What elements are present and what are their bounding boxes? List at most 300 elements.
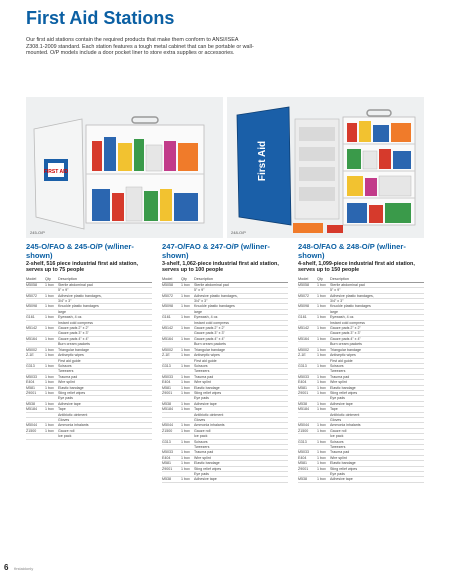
cell-model: M5142 [162,326,173,331]
cell-description: Adhesive plastic bandages, [58,293,102,298]
cell-description: Wire splint [194,455,211,460]
cell-model: G313 [162,439,171,444]
cell-qty: 1 box [181,477,190,482]
cell-model: M5184 [298,407,309,412]
cell-qty: 1 box [45,282,54,287]
cell-description: Instant cold compress [330,320,365,325]
cell-description: Adhesive plastic bandages, [330,293,374,298]
cell-model [162,331,181,335]
cell-description: Tape [194,407,202,412]
cell-model [162,288,181,292]
cell-qty: 1 box [181,407,190,412]
cell-model [162,310,181,314]
cell-qty: 1 box [45,326,54,331]
cell-model [162,413,181,417]
cell-description: Adhesive tape [58,401,81,406]
cell-description: Wire splint [194,380,211,385]
cell-description: Gauze pads 3" x 3" [194,331,225,336]
cell-qty [317,413,330,417]
header-qty: Qty [181,276,187,281]
contents-table [162,283,288,483]
cell-qty: 1 box [181,374,190,379]
cell-model: Z-1E [162,353,170,358]
cell-model: M5164 [26,336,37,341]
cell-model [26,359,45,363]
cell-qty: 1 box [45,385,54,390]
cell-description: Triangular bandage [194,347,226,352]
cell-qty: 1 box [181,282,190,287]
cell-qty [45,288,58,292]
cell-model [298,321,317,325]
cell-model [298,434,317,438]
cell-model [298,342,317,346]
cell-qty [317,445,330,449]
cell-model: M5002 [162,347,173,352]
cell-description: Gauze pads 3" x 3" [58,331,89,336]
photo-248 [227,97,424,238]
cell-model: M5072 [162,293,173,298]
cell-model: E404 [26,380,35,385]
cell-description: Tweezers [194,369,210,374]
cell-description: Triangular bandage [330,347,362,352]
cell-model: M5044 [26,423,37,428]
product-description: 2-shelf, 516 piece industrial first aid station, serves up to 75 people [26,261,139,274]
product-photos [26,97,424,238]
cell-model [298,418,317,422]
header-qty: Qty [317,276,323,281]
cell-model [298,288,317,292]
cell-model: M5002 [298,347,309,352]
cell-model [26,331,45,335]
cell-model: Z1500 [162,428,173,433]
cell-qty [181,396,194,400]
cell-description: Gloves [58,417,70,422]
cell-qty [45,396,58,400]
cell-model: M581 [298,385,307,390]
cell-description: Tweezers [58,369,74,374]
product-description: 4-shelf, 1,099-piece industrial first aid station, serves up to 150 people [298,261,415,274]
cell-model: M5072 [298,293,309,298]
footer-brand: firstaidonly [14,566,34,571]
cell-model: Z9001 [162,466,173,471]
cell-model: M581 [298,461,307,466]
cell-model: E404 [298,380,307,385]
cell-qty: 1 box [181,466,190,471]
header-qty: Qty [45,276,51,281]
cell-description: Antibiotic ointment [330,412,360,417]
cell-model: G313 [26,363,35,368]
cell-description: First aid guide [194,358,217,363]
cell-model [26,369,45,373]
cell-description: Elastic bandage [330,385,356,390]
cell-qty: 1 box [181,423,190,428]
cell-qty: 1 box [181,304,190,309]
cell-description: Antibiotic ointment [58,412,88,417]
cell-qty [45,413,58,417]
cell-model [162,359,181,363]
cell-qty [181,299,194,303]
cell-description: Wire splint [58,380,75,385]
cell-qty [45,342,58,346]
cell-qty: 1 box [45,353,54,358]
cell-model [298,331,317,335]
cell-description: 5" x 9" [58,288,69,293]
cell-qty: 1 box [317,353,326,358]
table-row [298,477,424,482]
cell-description: Gauze pads 2" x 2" [194,326,225,331]
cell-model [162,445,181,449]
intro-paragraph: Our first aid stations contain the required products that make them conform to ANSI/ISEA Z308.1-2009 standard. Each station features a tough metal cabinet that can be portable or wall-mounted. O/P models include a door pocket liner to store extra supplies or accessories. [26,37,254,57]
cell-model [298,396,317,400]
cell-qty: 1 box [317,385,326,390]
cell-description: Scissors [330,363,344,368]
cell-qty [45,359,58,363]
cell-qty: 1 box [45,336,54,341]
cell-qty: 1 box [317,347,326,352]
cell-model: M581 [26,385,35,390]
cell-description: large [194,309,202,314]
cell-qty: 1 box [45,363,54,368]
cell-description: Adhesive tape [194,477,217,482]
cell-model: M5142 [298,326,309,331]
cell-qty: 1 box [45,374,54,379]
photo-caption: 245-O/P [30,230,45,235]
cell-model: Z9001 [298,466,309,471]
cell-description: 3/4" x 3" [58,299,72,304]
cell-qty: 1 box [317,282,326,287]
cell-model [162,434,181,438]
cell-model: M5098 [298,304,309,309]
cell-description: Ice pack [194,434,208,439]
cell-model: G313 [298,439,307,444]
cell-model: M5044 [162,423,173,428]
cell-model [298,299,317,303]
cell-model: G161 [26,315,35,320]
cell-model [26,288,45,292]
cell-qty: 1 box [317,428,326,433]
header-model: Model [298,276,309,281]
cell-description: Sting relief wipes [330,466,358,471]
cell-description: Gloves [194,417,206,422]
cell-model: Z9001 [162,390,173,395]
cell-model [298,472,317,476]
cell-description: Tape [58,407,66,412]
cell-description: Gauze pads 4" x 4" [58,336,89,341]
cell-qty: 1 box [317,461,326,466]
cell-qty [181,369,194,373]
cell-qty: 1 box [317,315,326,320]
cell-description: Sting relief wipes [330,390,358,395]
cell-model [26,342,45,346]
cell-description: 5" x 9" [330,288,341,293]
cell-model: M5184 [162,407,173,412]
cell-qty [317,369,330,373]
photo-245 [26,97,223,238]
cell-description: Sterile abdominal pad [194,282,229,287]
cell-description: Trauma pad [194,374,214,379]
cell-description: Elastic bandage [194,461,220,466]
cell-model: Z1500 [298,428,309,433]
cell-description: Ice pack [58,434,72,439]
cell-model [26,310,45,314]
header-description: Description [330,276,349,281]
cell-description: Knuckle plastic bandages [194,304,235,309]
cell-model: M538 [162,477,171,482]
cell-description: Burn cream packets [58,342,90,347]
cell-model [26,413,45,417]
cell-description: Burn cream packets [194,342,226,347]
cell-description: Trauma pad [58,374,78,379]
cell-description: 5" x 9" [194,288,205,293]
cell-qty [181,288,194,292]
cell-qty [181,418,194,422]
cell-model: Z-1E [298,353,306,358]
cell-description: First aid guide [58,358,81,363]
cell-qty: 1 box [317,439,326,444]
cell-description: Scissors [330,439,344,444]
header-description: Description [58,276,77,281]
cell-description: First aid guide [330,358,353,363]
cell-model [162,418,181,422]
cell-qty: 1 box [317,380,326,385]
cell-description: Wire splint [330,455,347,460]
cell-description: Elastic bandage [58,385,84,390]
cell-description: Trauma pad [330,450,350,455]
cell-description: Knuckle plastic bandages [330,304,371,309]
cell-model: M5098 [162,304,173,309]
cell-description: large [330,309,338,314]
cell-model: M5033 [162,374,173,379]
cell-model [298,413,317,417]
cell-model: Z9001 [298,390,309,395]
cell-description: Instant cold compress [58,320,93,325]
cell-qty: 1 box [45,304,54,309]
cell-model [162,369,181,373]
cell-model: M5033 [26,374,37,379]
cell-description: 3/4" x 3" [194,299,208,304]
cell-model: M5098 [26,304,37,309]
cell-qty: 1 box [181,455,190,460]
cell-description: Adhesive plastic bandages, [194,293,238,298]
cell-qty: 1 box [181,385,190,390]
cell-model [162,342,181,346]
cell-description: Gauze pads 4" x 4" [194,336,225,341]
cell-description: Eyewash, 4 oz. [194,315,219,320]
cabinet-4-shelf-image [227,97,424,238]
cell-description: Wire splint [330,380,347,385]
cell-model [298,445,317,449]
cell-model: M581 [162,385,171,390]
cell-description: Burn cream packets [330,342,362,347]
cell-description: Ammonia inhalants [58,423,89,428]
cell-description: Elastic bandage [194,385,220,390]
cell-qty [317,310,330,314]
cell-qty: 1 box [317,363,326,368]
cell-description: Triangular bandage [58,347,90,352]
cell-description: Tweezers [330,445,346,449]
cell-qty [181,445,194,449]
cell-description: Gauze pads 2" x 2" [58,326,89,331]
cell-description: Tweezers [330,369,346,374]
cell-qty: 1 box [181,390,190,395]
cell-model [298,359,317,363]
cell-qty [181,413,194,417]
cell-qty: 1 box [181,293,190,298]
cell-description: Adhesive tape [194,401,217,406]
cell-qty: 1 box [317,326,326,331]
cell-description: Gauze pads 3" x 3" [330,331,361,336]
cell-description: Trauma pad [194,450,214,455]
cell-qty: 1 box [317,450,326,455]
cell-description: Trauma pad [330,374,350,379]
cell-model: M538 [162,401,171,406]
cell-qty: 1 box [181,363,190,368]
cell-qty: 1 box [45,423,54,428]
cell-description: Eyewash, 4 oz. [58,315,83,320]
cell-description: Gauze pads 4" x 4" [330,336,361,341]
product-title: 245-O/FAO & 245-O/P (w/liner-shown) [26,242,134,260]
cell-model: M538 [298,477,307,482]
product-title: 248-O/FAO & 248-O/P (w/liner-shown) [298,242,406,260]
cell-model: M5058 [162,282,173,287]
cell-description: Scissors [58,363,72,368]
cell-description: Scissors [194,439,208,444]
cell-description: large [58,309,66,314]
cell-model: M581 [162,461,171,466]
cell-model: G313 [162,363,171,368]
photo-caption: 248-O/P [231,230,246,235]
cell-qty [45,418,58,422]
cell-qty [317,418,330,422]
cell-model: E404 [298,455,307,460]
svg-text:First Aid: First Aid [257,140,268,182]
cell-qty: 1 box [317,466,326,471]
product-description: 3-shelf, 1,062-piece industrial first aid station, serves up to 100 people [162,261,279,274]
cell-description: Eyewash, 4 oz. [330,315,355,320]
product-column-247 [162,242,288,483]
cell-qty: 1 box [45,380,54,385]
cell-description: Ammonia inhalants [330,423,361,428]
cell-description: Antibiotic ointment [194,412,224,417]
cell-qty: 1 box [181,353,190,358]
cell-qty: 1 box [181,461,190,466]
cell-model: G313 [298,363,307,368]
cell-model: M5002 [26,347,37,352]
cell-description: Antiseptic wipes [194,353,220,358]
cell-qty [45,310,58,314]
cell-description: Knuckle plastic bandages [58,304,99,309]
cell-model: G161 [162,315,171,320]
cell-qty [45,434,58,438]
cell-qty: 1 box [317,336,326,341]
cell-qty: 1 box [45,315,54,320]
cell-description: Eye pads [330,396,345,401]
cell-qty: 1 box [181,401,190,406]
cell-qty: 1 box [317,293,326,298]
cell-model: Z1500 [26,428,37,433]
page-title: First Aid Stations [26,8,175,28]
cell-qty: 1 box [317,304,326,309]
cell-qty [181,331,194,335]
cell-description: Eye pads [330,472,345,477]
cell-qty: 1 box [181,326,190,331]
cell-qty: 1 box [181,439,190,444]
cell-model [298,310,317,314]
cell-qty [181,359,194,363]
cell-qty: 1 box [181,315,190,320]
cell-description: Eye pads [58,396,73,401]
cell-qty [317,342,330,346]
cell-model [26,299,45,303]
cell-model: M5184 [26,407,37,412]
cell-model [298,369,317,373]
cell-description: Elastic bandage [330,461,356,466]
cell-description: Antiseptic wipes [58,353,84,358]
cell-qty: 1 box [181,380,190,385]
product-column-245 [26,242,152,440]
cell-description: Sting relief wipes [194,390,222,395]
cell-model: M538 [298,401,307,406]
cabinet-2-shelf-image [26,97,223,238]
cell-qty: 1 box [317,407,326,412]
cell-description: Gauze roll [330,428,347,433]
cell-model [162,299,181,303]
cell-description: Adhesive tape [330,477,353,482]
contents-table [26,283,152,440]
cell-qty: 1 box [45,428,54,433]
cell-qty: 1 box [45,347,54,352]
cell-description: Gauze roll [194,428,211,433]
cell-description: Ice pack [330,434,344,439]
cell-qty [317,434,330,438]
product-column-248 [298,242,424,483]
cell-qty [317,331,330,335]
page-footer [4,563,33,572]
cell-qty [317,472,330,476]
cell-qty: 1 box [45,390,54,395]
svg-text:FIRST AID: FIRST AID [43,169,69,175]
cell-model: Z9001 [26,390,37,395]
cell-qty [181,472,194,476]
cell-qty [317,396,330,400]
cell-qty: 1 box [317,401,326,406]
cell-description: Tape [330,407,338,412]
cell-model: M5072 [26,293,37,298]
cell-qty [45,331,58,335]
cell-description: Sterile abdominal pad [330,282,365,287]
cell-model: G161 [298,315,307,320]
cell-description: Eye pads [194,472,209,477]
cell-model: M5044 [298,423,309,428]
cell-model [26,418,45,422]
header-model: Model [162,276,173,281]
cell-model: M5164 [162,336,173,341]
cell-qty: 1 box [45,293,54,298]
cell-model: M5033 [298,374,309,379]
cell-description: Eye pads [194,396,209,401]
cell-qty [45,369,58,373]
cell-model [162,321,181,325]
cell-description: Adhesive tape [330,401,353,406]
cell-description: Scissors [194,363,208,368]
cell-model [162,396,181,400]
cell-qty [45,299,58,303]
cell-model: Z-1E [26,353,34,358]
page-number: 6 [4,563,9,572]
cell-qty [45,321,58,325]
cell-qty: 1 box [317,390,326,395]
cell-model [26,321,45,325]
